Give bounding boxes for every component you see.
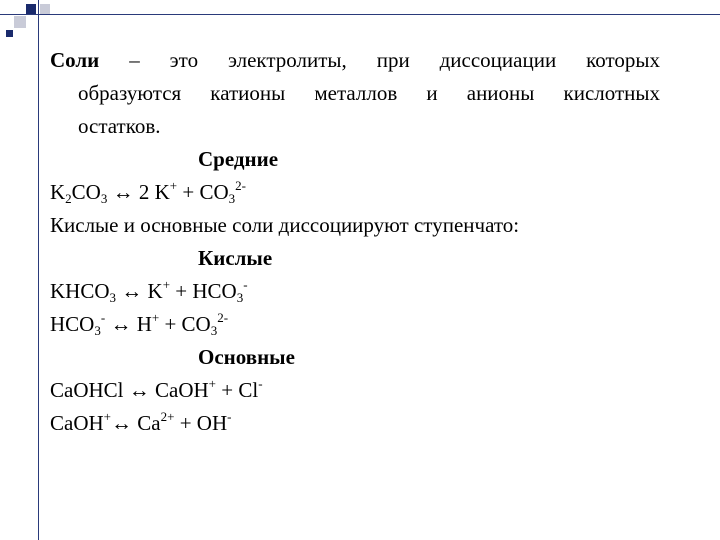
definition-paragraph (50, 44, 660, 143)
definition-text: – это электролиты, при диссоциации которых (99, 48, 660, 72)
section-heading-medium: Средние (198, 147, 279, 171)
left-rule-line (38, 0, 39, 540)
stepwise-dissociation-text: Кислые и основные соли диссоциируют ступенчато: (50, 213, 520, 237)
corner-square-decoration (40, 4, 50, 14)
equation-caohcl: CaOHCl ↔ CaOH+ + Cl- (50, 376, 263, 402)
section-heading-basic: Основные (198, 345, 295, 369)
corner-square-decoration (14, 16, 26, 28)
corner-square-decoration (26, 4, 36, 14)
equation-khco3: $KHCO_3$ ↔ $K^+ + HCO_3^-$ (50, 277, 248, 305)
equation-caoh: CaOH+↔ $Ca^{2+} + OH^-$ (50, 409, 232, 435)
equation-hco3: $HCO_3^-$ ↔ $H^+ + CO_3^{2-}$ (50, 310, 229, 338)
section-heading-acidic: Кислые (198, 246, 273, 270)
equation-k2co3: $K_2CO_3$ ↔ 2 $K^+ + CO_3^{2-}$ (50, 178, 246, 206)
definition-line-3: остатков. (78, 114, 161, 138)
slide-content (50, 44, 660, 440)
corner-square-decoration (6, 30, 13, 37)
definition-line-2: образуются катионы металлов и анионы кислотных (78, 81, 660, 105)
top-rule-line (0, 14, 720, 15)
definition-term: Соли (50, 48, 100, 72)
